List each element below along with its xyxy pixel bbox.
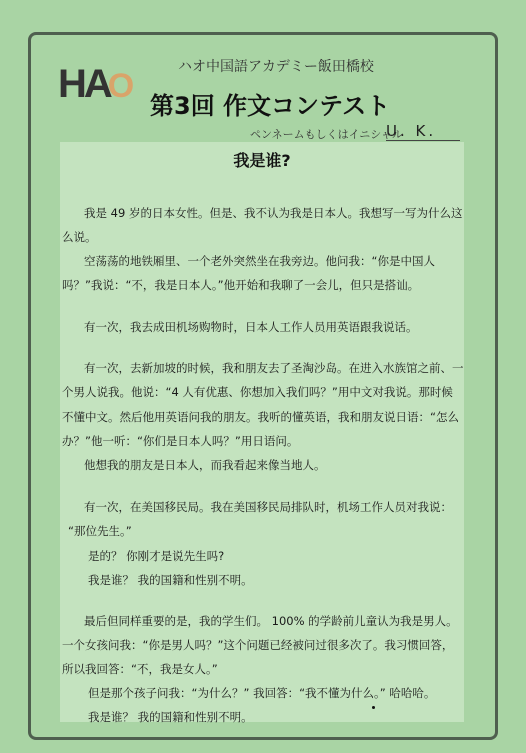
essay-line: 个男人说我。他说：“4 人有优惠、你想加入我们吗？”用中文对我说。那时候 xyxy=(62,385,453,399)
essay-line: 有一次，我去成田机场购物时，日本人工作人员用英语跟我说话。 xyxy=(84,320,418,334)
essay-line: 我是谁？ 我的国籍和性别不明。 xyxy=(88,573,253,587)
essay-line: 办？”他一听：“你们是日本人吗？”用日语问。 xyxy=(62,434,299,448)
essay-line: 一个女孩问我：“你是男人吗？”这个问题已经被问过很多次了。我习惯回答， xyxy=(62,638,454,652)
essay-line: 但是那个孩子问我：“为什么？” 我回答：“我不懂为什么。” 哈哈哈。 xyxy=(88,686,436,700)
contest-title: 第3回 作文コンテスト xyxy=(150,92,391,120)
essay-line: 我是 49 岁的日本女性。但是、我不认为我是日本人。我想写一写为什么这 xyxy=(84,206,463,220)
essay-line: 空荡荡的地铁厢里、一个老外突然坐在我旁边。他问我：“你是中国人 xyxy=(84,254,435,268)
essay-line: 么说。 xyxy=(62,230,97,244)
essay-paper xyxy=(60,142,464,722)
essay-line: 是的？ 你刚才是说先生吗? xyxy=(88,549,225,563)
school-name: ハオ中国語アカデミー飯田橋校 xyxy=(178,59,374,75)
essay-title: 我是谁? xyxy=(233,151,291,170)
essay-line: 有一次，在美国移民局。我在美国移民局排队时，机场工作人员对我说： xyxy=(84,500,452,514)
essay-line: 我是谁？ 我的国籍和性别不明。 xyxy=(88,710,253,724)
ink-dot xyxy=(372,706,375,709)
essay-line: 有一次，去新加坡的时候，我和朋友去了圣淘沙岛。在进入水族馆之前、一 xyxy=(84,361,464,375)
penname-label: ペンネームもしくはイニシャル xyxy=(250,128,404,141)
school-logo: HAO xyxy=(58,62,132,106)
essay-line: 不懂中文。然后他用英语问我的朋友。我听的懂英语，我和朋友说日语：“怎么 xyxy=(62,410,459,424)
essay-line: 他想我的朋友是日本人，而我看起来像当地人。 xyxy=(84,458,326,472)
penname-initials: U. K. xyxy=(386,122,460,141)
essay-line: 所以我回答：“不，我是女人。” xyxy=(62,662,218,676)
essay-line: 最后但同样重要的是，我的学生们。 100% 的学龄前儿童认为我是男人。 xyxy=(84,614,458,628)
essay-line: 吗？”我说：“不，我是日本人。”他开始和我聊了一会儿，但只是搭讪。 xyxy=(62,278,420,292)
logo-ring-icon: O xyxy=(107,67,132,105)
essay-line: “那位先生。” xyxy=(68,524,132,538)
